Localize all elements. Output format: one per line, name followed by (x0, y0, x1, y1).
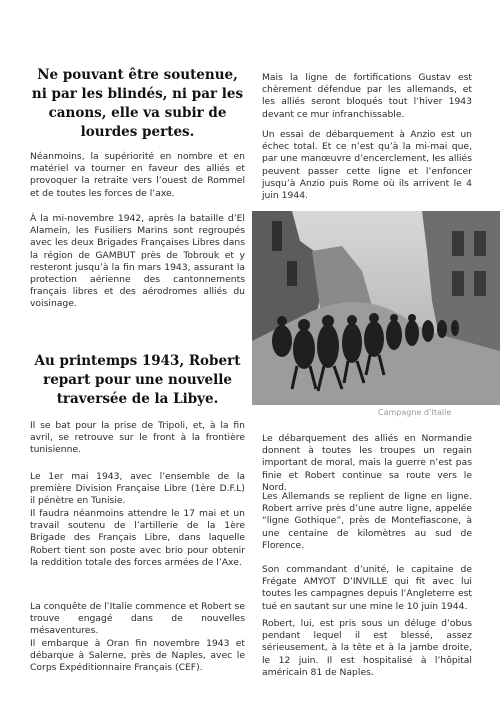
paragraph-wounded: Robert, lui, est pris sous un déluge d’obus pendant lequel il est blessé, assez sérieusement, à la tête et à la jambe droite, le 12 juin. Il est hospitalisé à l’hôpital américain 81 de Naples. (262, 618, 472, 678)
photo-caption: Campagne d’Italie (378, 408, 452, 417)
paragraph-anzio: Un essai de débarquement à Anzio est un échec total. Et ce n’est qu’à la mi-mai que, par une manœuvre d’encerclement, les alliés peuvent passer cette ligne et l’enfoncer jusqu’à Anzio puis Rome où ils arrivent le 4 juin 1944. (262, 129, 472, 202)
paragraph-tripoli: Il se bat pour la prise de Tripoli, et, à la fin avril, se retrouve sur le front à la frontière tunisienne. (30, 420, 245, 456)
paragraph-axis-surrender: Il faudra néanmoins attendre le 17 mai et un travail soutenu de l’artillerie de la 1ère Brigade des Français Libre, dans laquelle Robert tient son poste avec brio pour obtenir la reddition totale des forces armées de l’Axe. (30, 508, 245, 568)
war-photograph (252, 211, 500, 405)
paragraph-italy-campaign: La conquête de l’Italie commence et Robert se trouve engagé dans de nouvelles mésaventures. (30, 601, 245, 637)
paragraph-commander: Son commandant d’unité, le capitaine de Frégate AMYOT D’INVILLE qui fit avec lui toutes les campagnes depuis l’Angleterre est tué en sautant sur une mine le 10 juin 1944. (262, 564, 472, 612)
paragraph-gothic-line: Les Allemands se replient de ligne en ligne. Robert arrive près d’une autre ligne, appelée “ligne Gothique”, près de Montefiascone, à une centaine de kilomètres au sud de Florence. (262, 491, 472, 551)
paragraph-retreat: Néanmoins, la supériorité en nombre et en matériel va tourner en faveur des alliés et provoquer la retraite vers l’ouest de Rommel et de toutes les forces de l’axe. (30, 151, 245, 199)
paragraph-gustav-line: Mais la ligne de fortifications Gustav est chèrement défendue par les allemands, et les alliés seront bloqués tout l’hiver 1943 devant ce mur infranchissable. (262, 72, 472, 120)
paragraph-oran-salerno: Il embarque à Oran fin novembre 1943 et débarque à Salerne, près de Naples, avec le Corps Expéditionnaire Français (CEF). (30, 638, 245, 674)
section-heading-losses: Ne pouvant être soutenue, ni par les blindés, ni par les canons, elle va subir de lourdes pertes. (31, 67, 244, 140)
paragraph-normandy: Le débarquement des alliés en Normandie donnent à toutes les troupes un regain important de moral, mais la guerre n’est pas finie et Robert continue sa route vers le Nord. (262, 433, 472, 493)
paragraph-tunisia: Le 1er mai 1943, avec l’ensemble de la première Division Française Libre (1ère D.F.L) il pénètre en Tunisie. (30, 471, 245, 507)
paragraph-gambut: À la mi-novembre 1942, après la bataille d’El Alamein, les Fusiliers Marins sont regroupés avec les deux Brigades Françaises Libres dans la région de GAMBUT près de Tobrouk et y resteront jusqu’à la fin mars 1943, assurant la protection aérienne des cantonnements français libres et des aérodromes alliés du voisinage. (30, 213, 245, 310)
section-heading-spring-1943: Au printemps 1943, Robert repart pour une nouvelle traversée de la Libye. (34, 353, 241, 407)
